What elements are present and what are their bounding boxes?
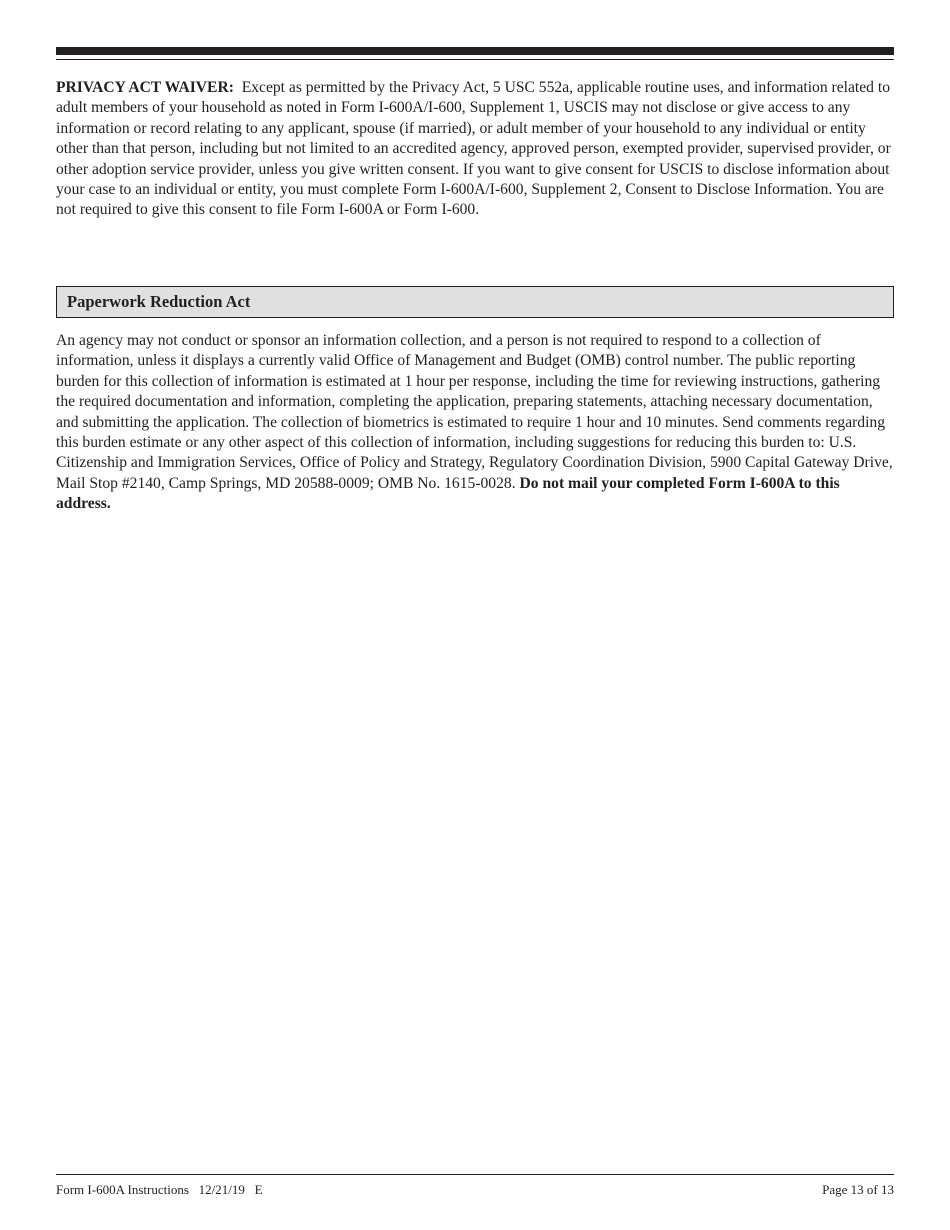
mailing-warning: Do not mail your completed Form I-600A to this address. [56,474,840,513]
footer-form-info: Form I-600A Instructions 12/21/19 E [56,1182,263,1197]
privacy-act-waiver-paragraph [56,78,896,221]
header-rule-thick [56,47,894,55]
paperwork-reduction-act-header [56,286,894,318]
footer-page-number: Page 13 of 13 [822,1182,894,1197]
privacy-act-waiver-text: Except as permitted by the Privacy Act, 5 USC 552a, applicable routine uses, and information related to adult members of your household as noted in Form I-600A/I-600, Supplement 1, USCIS may not disclose or give access to any information or record relating to any applicant, spouse (if married), or adult member of your household to any individual or entity other than that person, including but not limited to an accredited agency, approved person, exempted provider, supervised provider, or other adoption service provider, unless you give written consent. If you want to give consent for USCIS to disclose information about your case to an individual or entity, you must complete Form I-600A/I-600, Supplement 2, Consent to Disclose Information. You are not required to give this consent to file Form I-600A or Form I-600. [56,79,891,219]
header-rule-thin [56,59,894,60]
section-title: Paperwork Reduction Act [67,292,251,311]
paperwork-reduction-act-paragraph [56,331,896,515]
privacy-act-waiver-heading: PRIVACY ACT WAIVER: [56,79,234,96]
footer-rule [56,1174,894,1175]
paperwork-text: An agency may not conduct or sponsor an information collection, and a person is not required to respond to a collection of information, unless it displays a currently valid Office of Management and Budget (OMB) control number. The public reporting burden for this collection of information is estimated at 1 hour per response, including the time for reviewing instructions, gathering the required documentation and information, completing the application, preparing statements, attaching necessary documentation, and submitting the application. The collection of biometrics is estimated to require 1 hour and 10 minutes. Send comments regarding this burden estimate or any other aspect of this collection of information, including suggestions for reducing this burden to: U.S. Citizenship and Immigration Services, Office of Policy and Strategy, Regulatory Coordination Division, 5900 Capital Gateway Drive, Mail Stop #2140, Camp Springs, MD 20588-0009; OMB No. 1615-0028. [56,332,893,492]
